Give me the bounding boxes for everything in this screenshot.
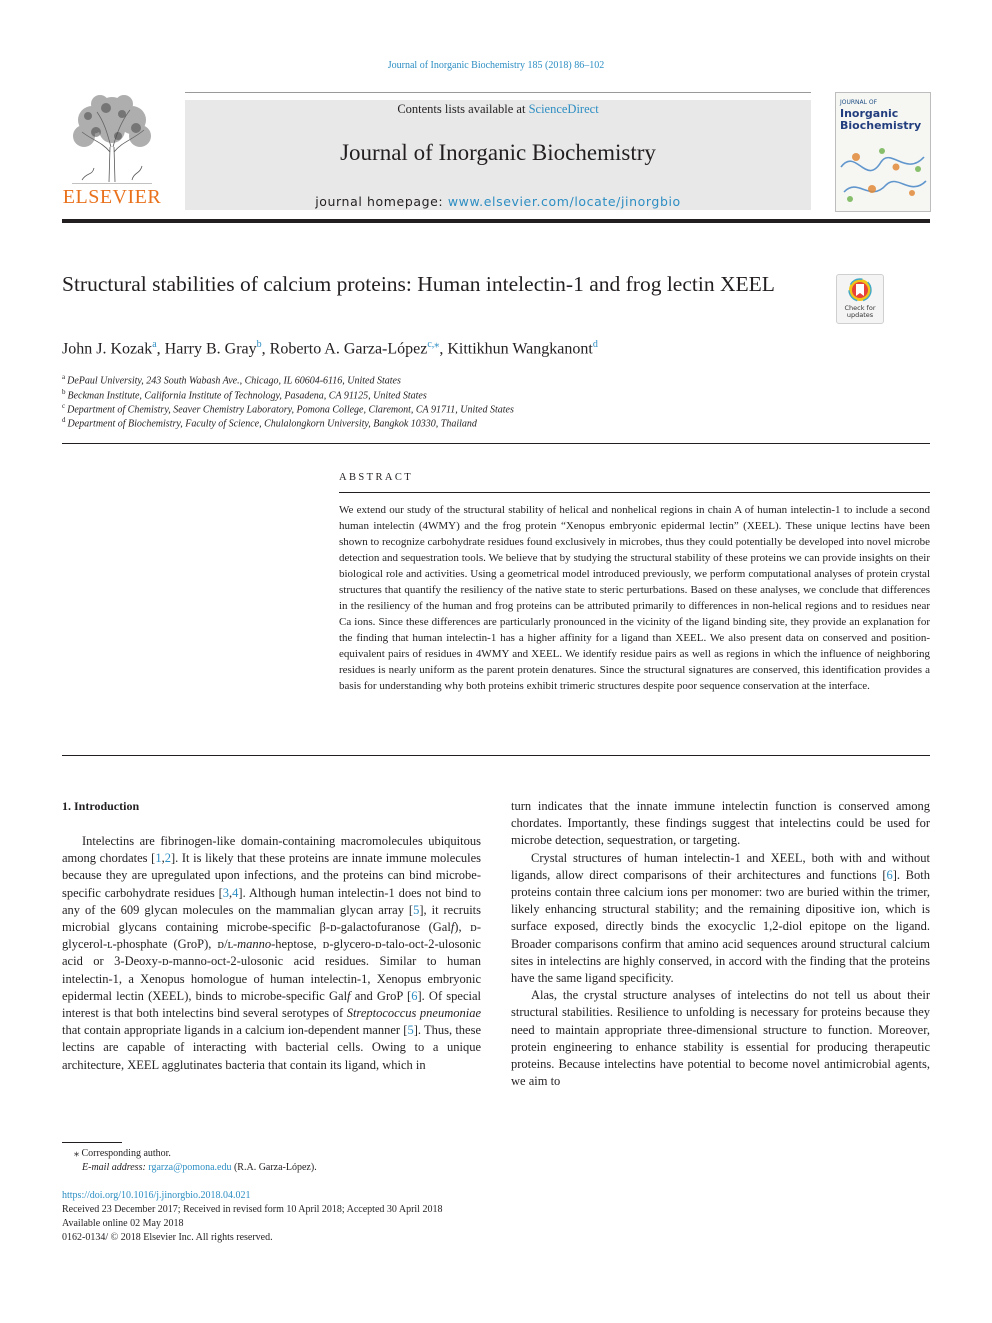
cover-artwork-icon xyxy=(836,137,930,211)
contents-line xyxy=(185,102,811,117)
article-title: Structural stabilities of calcium proteins: Human intelectin-1 and frog lectin XEEL xyxy=(62,272,775,296)
body-text: ), ᴅ-glycerol-ʟ-phosphate (GroP), ᴅ/ʟ- xyxy=(62,920,481,952)
author-affiliation-mark[interactable]: b xyxy=(256,339,262,350)
email-label: E-mail address: xyxy=(82,1162,149,1173)
section-heading: 1. Introduction xyxy=(62,799,140,813)
email-owner: (R.A. Garza-López). xyxy=(231,1162,317,1173)
crossmark-icon xyxy=(848,278,872,304)
italic-text: manno xyxy=(237,937,272,952)
abstract-rule xyxy=(339,492,930,493)
body-text: -heptose, ᴅ-glycero-ᴅ-talo-oct-2-ulosonic acid or 3-Deoxy-ᴅ-manno-oct-2-ulosonic acid residues. Similar to human intelectin-1, a Xenopus homologue of human intelectin-1, Xenopus embryonic epidermal lectin (XEEL), binds to microbe-specific Gal xyxy=(62,937,481,1003)
homepage-prefix: journal homepage: xyxy=(315,194,448,209)
abstract-heading: ABSTRACT xyxy=(339,472,414,483)
citation-link[interactable]: 5 xyxy=(413,902,420,917)
section-divider xyxy=(62,755,930,756)
citation-link[interactable]: 2 xyxy=(164,851,171,866)
author-name[interactable]: Harry B. Gray xyxy=(164,340,257,358)
affiliation xyxy=(62,402,922,415)
sciencedirect-link[interactable]: ScienceDirect xyxy=(528,102,599,116)
body-text: ]. Of special interest is that both intelectins bind several serotypes of xyxy=(62,988,482,1021)
author-name[interactable]: Kittikhun Wangkanont xyxy=(447,340,593,358)
body-column-right xyxy=(511,798,930,1090)
citation-link[interactable]: 1 xyxy=(155,851,162,866)
body-text: ]. Although human intelectin-1 does not bind to any of the 609 glycan molecules on the mammalian glycan array [ xyxy=(62,885,481,917)
elsevier-tree-icon xyxy=(62,92,162,184)
body-text: that contain appropriate ligands in a calcium ion-dependent manner [ xyxy=(62,1023,408,1038)
body-paragraph: Alas, the crystal structure analyses of intelectins do not tell us about their structural stabilities. Resilience to unfolding is necessary for proteins because they need to maintain appropriate three-dimensional structure to function. Moreover, protein engineering to enhance stability is essential for producing therapeutic proteins. Because intelectins have potential to become novel antimicrobial agents, we aim to xyxy=(511,988,930,1089)
citation-link[interactable]: 6 xyxy=(411,988,418,1003)
author-list: John J. Kozak$^a$, Harry B. Gray$^b$, Roberto A. Garza-López$^{c,⁎}$, Kittikhun Wangkanont$^d$ xyxy=(62,339,598,358)
homepage-line xyxy=(185,194,811,209)
affiliation-key: b xyxy=(62,388,66,396)
body-text: Intelectins are fibrinogen-like domain-containing macromolecules ubiquitous among chordates [ xyxy=(62,834,481,866)
affiliation-text: Department of Biochemistry, Faculty of Science, Chulalongkorn University, Bangkok 10330, Thailand xyxy=(67,418,477,430)
citation-link[interactable]: 3 xyxy=(222,885,230,900)
affiliation xyxy=(62,373,922,386)
masthead-banner xyxy=(185,100,811,210)
body-text: , xyxy=(161,851,165,866)
author-name[interactable]: Roberto A. Garza-López xyxy=(269,340,428,358)
copyright: 0162-0134/ © 2018 Elsevier Inc. All rights reserved. xyxy=(62,1232,273,1243)
body-paragraph xyxy=(511,850,930,988)
affiliation-key: c xyxy=(62,402,66,410)
body-text: Crystal structures of human intelectin-1 and XEEL, both with and without ligands, allow direct comparisons of their architectures and functions [ xyxy=(511,850,930,882)
journal-cover[interactable] xyxy=(835,92,931,212)
italic-text: f xyxy=(450,920,455,935)
cover-small-text: JOURNAL OF xyxy=(840,99,878,106)
footnote-mark: ⁎ xyxy=(74,1148,79,1159)
crossmark-line-2: updates xyxy=(846,311,874,319)
cover-title xyxy=(840,97,928,132)
affiliation-text: Department of Chemistry, Seaver Chemistry Laboratory, Pomona College, Claremont, CA 91711, United States xyxy=(67,404,514,416)
crossmark-label xyxy=(837,305,883,319)
affiliation-key: a xyxy=(62,373,66,381)
italic-text: f xyxy=(347,988,351,1003)
article-history: Received 23 December 2017; Received in revised form 10 April 2018; Accepted 30 April 2018 xyxy=(62,1204,443,1215)
email-link[interactable]: rgarza@pomona.edu xyxy=(148,1162,232,1173)
body-text: ]. Both proteins contain three calcium ions per monomer: two are buried within the trimer, likely enhancing structural stability; and the remaining dipositive ion, which is surface exposed, directly binds the exocyclic 1,2-diol epitope on the ligand. Broader comparisons confirm that amino acid sequences around structural calcium sites in intelectins are highly conserved, in accord with the finding that the proteins have the same ligand specificity. xyxy=(511,867,930,986)
publisher-logo[interactable] xyxy=(62,92,162,212)
affiliation xyxy=(62,388,922,401)
publisher-name: ELSEVIER xyxy=(62,186,162,208)
author-name[interactable]: John J. Kozak xyxy=(62,340,153,358)
masthead-rule xyxy=(185,92,811,93)
body-text: ], it recruits microbial glycans containing microbe-specific β-ᴅ-galactofuranose (Gal xyxy=(62,902,481,935)
citation-link[interactable]: 6 xyxy=(886,867,893,882)
body-column-left xyxy=(62,833,481,1074)
author-affiliation-mark[interactable]: a xyxy=(152,339,157,350)
footnote-rule xyxy=(62,1142,122,1143)
body-text: ]. Thus, these lectins are capable of interacting with bacterial cells. Owing to a unique architecture, XEEL agglutinates bacteria that contain its ligand, which in xyxy=(62,1023,481,1072)
italic-text: Streptococcus pneumoniae xyxy=(346,1006,482,1021)
abstract-body: We extend our study of the structural stability of helical and nonhelical regions in chain A of human intelectin-1 to include a second human intelectin (4WMY) and the frog protein “Xenopus embryonic epidermal lectin” (XEEL). These unique lectins have been shown to recognize carbohydrate residues found exclusively in microbes, thus they could potentially be developed into novel microbe detection and sequestration tools. We believe that by studying the structural stability of these proteins we can provide insights on their biological role and activities. Using a geometrical model introduced previously, we perform computational analyses of protein crystal structures that quantify the resiliency of the native state to steric perturbations. Based on these analyses, we conclude that differences in the resiliency of the human and frog proteins can be attributed primarily to differences in non-helical regions and to residues near Ca ions. Since these differences are particularly pronounced in the vicinity of the ligand binding site, they provide an explanation for the finding that human intelectin-1 has a higher affinity for a ligand than XEEL. We also present data on conserved and position-equivalent pairs of residues in 4WMY and XEEL. We identify residue pairs as well as regions in which the influence of neighboring residues is nearly uniform as the parent protein denatures. Since the structural signatures are conserved, this identification provides a basis for understanding why both proteins exhibit trimeric structures despite poor sequence conservation at the interface. xyxy=(339,504,930,692)
email-note xyxy=(82,1162,317,1173)
affiliation xyxy=(62,416,922,429)
body-text: and GroP [ xyxy=(350,988,412,1003)
homepage-link[interactable]: www.elsevier.com/locate/jinorgbio xyxy=(447,194,681,209)
body-text: ]. It is likely that these proteins are innate immune molecules because they are upregulated upon infections, and the proteins can bind microbe-specific carbohydrate residues [ xyxy=(62,851,482,900)
body-paragraph: turn indicates that the innate immune intelectin function is conserved among chordates. Importantly, these findings suggest that intelectins could be used for microbe detection, sequestration, or targeting. xyxy=(511,799,930,848)
corresponding-author-note xyxy=(74,1148,171,1159)
running-head[interactable]: Journal of Inorganic Biochemistry 185 (2018) 86–102 xyxy=(387,60,605,71)
masthead-thick-rule xyxy=(62,219,930,223)
check-for-updates-button[interactable] xyxy=(836,274,884,324)
cover-title-text: Inorganic Biochemistry xyxy=(840,107,922,132)
citation-link[interactable]: 4 xyxy=(232,885,239,900)
body-paragraph xyxy=(62,833,481,1074)
body-text: , xyxy=(229,885,233,900)
citation-link[interactable]: 5 xyxy=(407,1023,414,1038)
journal-title: Journal of Inorganic Biochemistry xyxy=(340,140,656,165)
affiliation-text: Beckman Institute, California Institute of Technology, Pasadena, CA 91125, United States xyxy=(67,390,427,402)
affiliation-key: d xyxy=(62,416,66,424)
contents-prefix: Contents lists available at xyxy=(397,102,529,116)
author-affiliation-mark[interactable]: c,⁎ xyxy=(427,339,440,350)
available-online: Available online 02 May 2018 xyxy=(62,1218,184,1229)
section-divider xyxy=(62,443,930,444)
affiliation-text: DePaul University, 243 South Wabash Ave., Chicago, IL 60604-6116, United States xyxy=(67,375,401,387)
footnote-text: Corresponding author. xyxy=(79,1148,171,1159)
crossmark-line-1: Check for xyxy=(844,304,876,312)
author-affiliation-mark[interactable]: d xyxy=(592,339,598,350)
doi-link[interactable]: https://doi.org/10.1016/j.jinorgbio.2018.04.021 xyxy=(62,1190,251,1201)
